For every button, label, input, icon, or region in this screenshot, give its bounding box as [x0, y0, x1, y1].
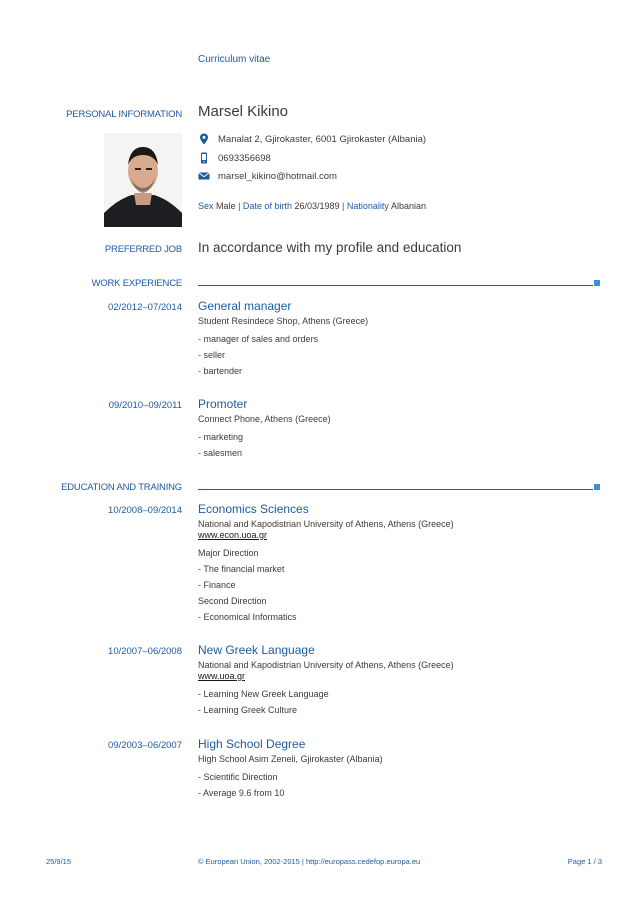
personal-information-label: PERSONAL INFORMATION — [66, 109, 182, 120]
work-entry-1 — [198, 299, 598, 377]
list-item: - manager of sales and orders — [198, 334, 319, 344]
section-divider — [198, 285, 593, 286]
work-entry-2 — [198, 397, 598, 459]
email-text[interactable]: marsel_kikino@hotmail.com — [218, 170, 337, 182]
list-item: - Scientific Direction — [198, 772, 278, 782]
education-entry-2-dates: 10/2007–06/2008 — [108, 646, 182, 657]
location-pin-icon — [198, 133, 210, 145]
footer-page-number: Page 1 / 3 — [567, 857, 602, 866]
list-item: - seller — [198, 350, 226, 360]
job-title: General manager — [198, 299, 292, 313]
separator: | — [342, 201, 345, 211]
qualification-title: Economics Sciences — [198, 502, 309, 516]
employer: Connect Phone, Athens (Greece) — [198, 414, 331, 424]
education-entry-2 — [198, 643, 598, 716]
institution: National and Kapodistrian University of Athens, Athens (Greece) — [198, 660, 454, 670]
list-item: - Economical Informatics — [198, 612, 297, 622]
education-entry-3-dates: 09/2003–06/2007 — [108, 740, 182, 751]
list-item: - marketing — [198, 432, 244, 442]
portrait-image — [104, 133, 182, 227]
personal-details-line — [198, 201, 426, 211]
dob-label: Date of birth — [242, 201, 292, 211]
footer-date: 25/9/15 — [46, 857, 72, 866]
work-entry-1-dates: 02/2012–07/2014 — [108, 302, 182, 313]
institution: National and Kapodistrian University of Athens, Athens (Greece) — [198, 519, 454, 529]
list-item: Major Direction — [198, 548, 259, 558]
work-experience-label: WORK EXPERIENCE — [91, 278, 182, 289]
address-row — [198, 131, 426, 147]
list-item: - Average 9.6 from 10 — [198, 788, 285, 798]
separator: | — [238, 201, 241, 211]
section-marker — [594, 484, 600, 490]
institution-link[interactable]: www.econ.uoa.gr — [198, 530, 268, 540]
envelope-icon — [198, 170, 210, 182]
preferred-job-value: In accordance with my profile and education — [198, 240, 462, 255]
education-entry-1-dates: 10/2008–09/2014 — [108, 505, 182, 516]
preferred-job-label: PREFERRED JOB — [104, 244, 182, 255]
institution: High School Asim Zeneli, Gjirokaster (Albania) — [198, 754, 383, 764]
email-row — [198, 168, 337, 184]
mobile-phone-icon — [198, 152, 210, 164]
education-entry-3 — [198, 737, 598, 799]
profile-photo — [104, 133, 182, 227]
work-entry-2-dates: 09/2010–09/2011 — [108, 400, 182, 411]
list-item: - Finance — [198, 580, 236, 590]
education-entry-1 — [198, 502, 598, 623]
section-marker — [594, 280, 600, 286]
education-training-label: EDUCATION AND TRAINING — [61, 482, 182, 493]
phone-text[interactable]: 0693356698 — [218, 152, 271, 164]
nationality-value: Albanian — [390, 201, 426, 211]
qualification-title: New Greek Language — [198, 643, 315, 657]
person-name: Marsel Kikino — [198, 103, 289, 120]
document-title: Curriculum vitae — [198, 54, 271, 65]
footer-copyright[interactable]: © European Union, 2002-2015 | http://europass.cedefop.europa.eu — [198, 857, 421, 866]
institution-link[interactable]: www.uoa.gr — [198, 671, 246, 681]
phone-row — [198, 150, 271, 166]
list-item: Second Direction — [198, 596, 267, 606]
sex-label: Sex — [198, 201, 214, 211]
section-divider — [198, 489, 593, 490]
sex-value: Male — [216, 201, 236, 211]
dob-value: 26/03/1989 — [294, 201, 340, 211]
address-text: Manalat 2, Gjirokaster, 6001 Gjirokaster (Albania) — [218, 133, 427, 145]
list-item: - bartender — [198, 366, 243, 376]
qualification-title: High School Degree — [198, 737, 306, 751]
nationality-label: Nationality — [346, 201, 389, 211]
list-item: - Learning New Greek Language — [198, 689, 329, 699]
employer: Student Resindece Shop, Athens (Greece) — [198, 316, 369, 326]
list-item: - The financial market — [198, 564, 285, 574]
list-item: - Learning Greek Culture — [198, 705, 298, 715]
job-title: Promoter — [198, 397, 248, 411]
list-item: - salesmen — [198, 448, 243, 458]
